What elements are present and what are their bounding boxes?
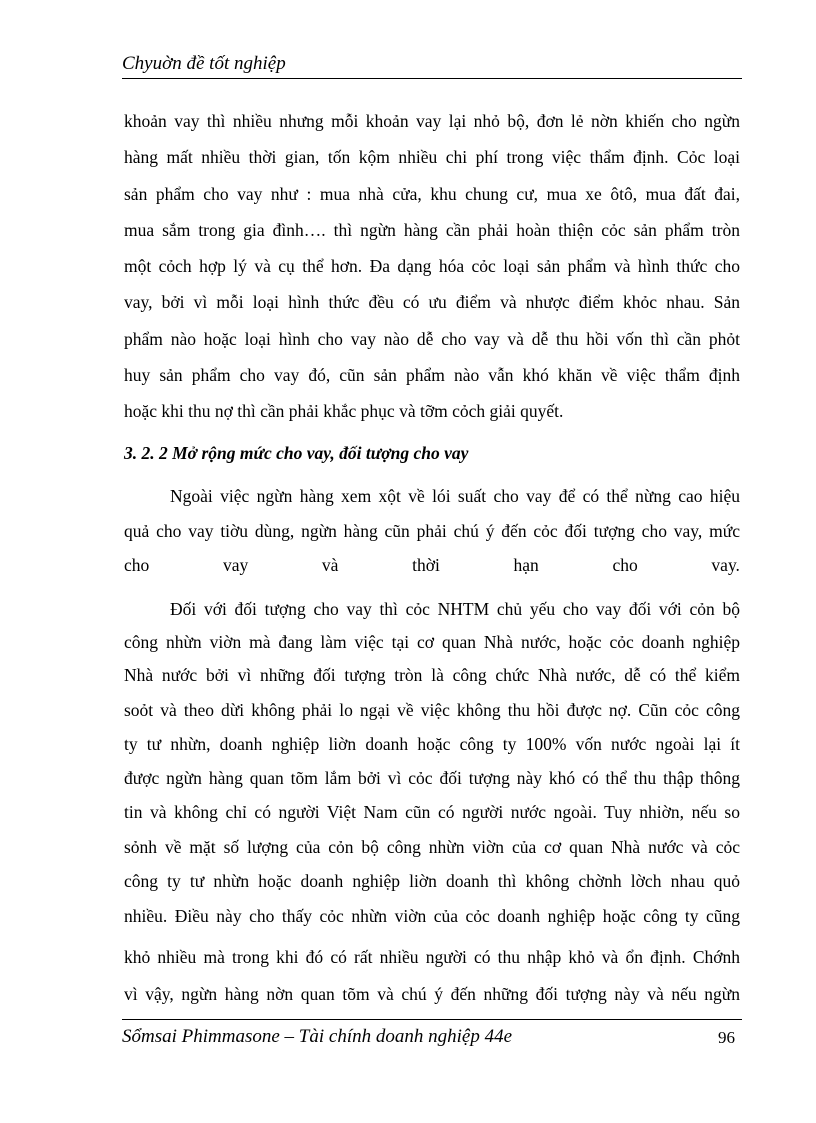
text-line: phẩm nào hoặc loại hình cho vay nào dễ cho vay và dễ thu hồi vốn thì cần phỏt (124, 329, 740, 349)
word: thời (412, 555, 440, 575)
text-line: tin và không chỉ có người Việt Nam cũn có người nước ngoài. Tuy nhiờn, nếu so (124, 802, 740, 822)
word: cho (124, 555, 150, 575)
text-line: nhiều. Điều này cho thấy cỏc nhừn viờn của cỏc doanh nghiệp hoặc công ty cũng (124, 906, 740, 926)
word: hạn (513, 555, 539, 575)
text-line: vay, bởi vì mỗi loại hình thức đều có ưu điểm và nhược điểm khỏc nhau. Sản (124, 292, 740, 312)
word: vay. (711, 555, 740, 575)
text-line: công nhừn viờn mà đang làm việc tại cơ quan Nhà nước, hoặc cỏc doanh nghiệp (124, 632, 740, 652)
text-line: vì vậy, ngừn hàng nờn quan tõm và chú ý đến những đối tượng này và nếu ngừn (124, 984, 740, 1004)
word: cho (612, 555, 638, 575)
text-line: một cỏch hợp lý và cụ thể hơn. Đa dạng hóa cỏc loại sản phẩm và hình thức cho (124, 256, 740, 276)
text-line: Nhà nước bởi vì những đối tượng tròn là công chức Nhà nước, dễ có thể kiểm (124, 665, 740, 685)
word: vay (222, 555, 249, 575)
text-line: soỏt và theo dừi không phải lo ngại về việc không thu hồi được nợ. Cũn cỏc công (124, 700, 740, 720)
text-line: Ngoài việc ngừn hàng xem xột về lói suất cho vay để có thể nừng cao hiệu (170, 486, 740, 506)
section-heading: 3. 2. 2 Mở rộng mức cho vay, đối tượng cho vay (124, 443, 469, 463)
running-header: Chyuờn đề tốt nghiệp (122, 53, 286, 74)
text-line: huy sản phẩm cho vay đó, cũn sản phẩm nào vẫn khó khăn về việc thẩm định (124, 365, 740, 385)
text-line: hàng mất nhiều thời gian, tốn kộm nhiều chi phí trong việc thẩm định. Cỏc loại (124, 147, 740, 167)
text-line: công ty tư nhừn hoặc doanh nghiệp liờn doanh thì không chờnh lờch nhau quỏ (124, 871, 740, 891)
text-line: khỏ nhiều mà trong khi đó có rất nhiều người có thu nhập khỏ và ổn định. Chớnh (124, 947, 740, 967)
page-number: 96 (718, 1028, 735, 1047)
text-line: Đối với đối tượng cho vay thì cỏc NHTM chủ yếu cho vay đối với cỏn bộ (170, 599, 740, 619)
header-rule (122, 78, 742, 79)
spread-line (124, 554, 740, 576)
text-line: sản phẩm cho vay như : mua nhà cửa, khu chung cư, mua xe ôtô, mua đất đai, (124, 184, 740, 204)
text-line: khoản vay thì nhiều nhưng mỗi khoản vay lại nhỏ bộ, đơn lẻ nờn khiến cho ngừn (124, 111, 740, 131)
footer-rule (122, 1019, 742, 1020)
text-line: mua sắm trong gia đình…. thì ngừn hàng cần phải hoàn thiện cỏc sản phẩm tròn (124, 220, 740, 240)
running-footer: Sổmsai Phimmasone – Tài chính doanh nghiệp 44e (122, 1026, 513, 1047)
text-line: hoặc khi thu nợ thì cần phải khắc phục và tỡm cỏch giải quyết. (124, 401, 564, 421)
text-line: được ngừn hàng quan tõm lắm bởi vì cỏc đối tượng này khó có thể thu thập thông (124, 768, 740, 788)
word: và (321, 555, 339, 575)
text-line: quả cho vay tiờu dùng, ngừn hàng cũn phải chú ý đến cỏc đối tượng cho vay, mức (124, 521, 740, 541)
text-line: sỏnh về mặt số lượng của cỏn bộ công nhừn viờn của cơ quan Nhà nước và cỏc (124, 837, 740, 857)
text-line: ty tư nhừn, doanh nghiệp liờn doanh hoặc công ty 100% vốn nước ngoài lại ít (124, 734, 740, 754)
